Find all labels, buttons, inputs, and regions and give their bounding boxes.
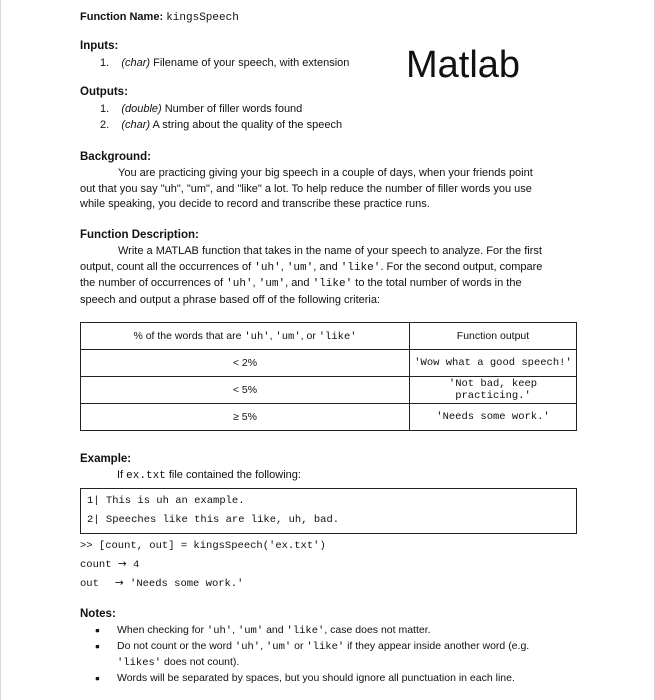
threshold-cell: ≥ 5% [81, 404, 410, 431]
table-row [81, 350, 577, 377]
example-intro: If ex.txt file contained the following: [117, 469, 301, 482]
table-row [81, 377, 577, 404]
function-name-line [80, 10, 239, 25]
description-line: the number of occurrences of 'uh', 'um', and 'like' to the total number of words in the [80, 277, 522, 290]
function-name-label: Function Name: [80, 11, 164, 23]
criteria-table [80, 322, 577, 431]
background-heading: Background: [80, 151, 151, 163]
outputs-heading: Outputs: [80, 86, 128, 98]
output-item-2 [100, 118, 342, 132]
description-line: speech and output a phrase based off of the following criteria: [80, 293, 381, 306]
output-type: (char) [121, 119, 151, 131]
input-item-1 [100, 56, 349, 70]
output-num: 1. [100, 103, 110, 115]
description-line: Write a MATLAB function that takes in the name of your speech to analyze. For the first [118, 245, 542, 257]
output-cell: 'Not bad, keep practicing.' [410, 377, 577, 404]
example-out-line: out → 'Needs some work.' [80, 577, 244, 590]
output-cell: 'Needs some work.' [410, 404, 577, 431]
output-num: 2. [100, 119, 110, 131]
description-line: output, count all the occurrences of 'uh', 'um', and 'like'. For the second output, compare [80, 260, 543, 274]
background-line: while speaking, you decide to record and transcribe these practice runs. [80, 198, 430, 210]
inputs-heading: Inputs: [80, 40, 119, 52]
threshold-cell: < 5% [81, 377, 410, 404]
note-item: • Do not count or the word 'uh', 'um' or 'like' if they appear inside another word (e.g. 'likes' does not count). [95, 638, 530, 669]
output-text: A string about the quality of the speech [152, 119, 343, 131]
notes-heading: Notes: [80, 608, 116, 620]
input-text: Filename of your speech, with extension [153, 57, 350, 69]
header-output: Function output [410, 323, 577, 350]
example-count-line: count → 4 [80, 558, 140, 571]
note-item: • When checking for 'uh', 'um' and 'like', case does not matter. [95, 622, 431, 638]
input-type: (char) [121, 57, 151, 69]
input-num: 1. [100, 57, 110, 69]
description-heading: Function Description: [80, 229, 199, 241]
output-type: (double) [121, 103, 162, 115]
header-percent: % of the words that are 'uh', 'um', or 'like' [81, 323, 410, 350]
table-row [81, 404, 577, 431]
matlab-title: Matlab [406, 44, 521, 86]
example-call: >> [count, out] = kingsSpeech('ex.txt') [80, 540, 326, 552]
background-line: out that you say "uh", "um", and "like" a lot. To help reduce the number of filler words you use [80, 182, 532, 195]
function-name-value: kingsSpeech [166, 12, 239, 24]
output-cell: 'Wow what a good speech!' [410, 350, 577, 377]
background-line: You are practicing giving your big speech in a couple of days, when your friends point [118, 167, 533, 179]
output-item-1 [100, 102, 302, 116]
file-line: 1| This is uh an example. [87, 495, 245, 507]
description-paragraph [80, 244, 542, 308]
example-file-box [80, 488, 577, 534]
background-paragraph [80, 166, 533, 213]
table-header-row [81, 323, 577, 350]
threshold-cell: < 2% [81, 350, 410, 377]
output-text: Number of filler words found [164, 103, 303, 115]
file-line: 2| Speeches like this are like, uh, bad. [87, 514, 340, 526]
example-heading: Example: [80, 453, 132, 465]
notes-list [93, 623, 583, 686]
note-item: • Words will be separated by spaces, but you should ignore all punctuation in each line. [95, 670, 515, 686]
